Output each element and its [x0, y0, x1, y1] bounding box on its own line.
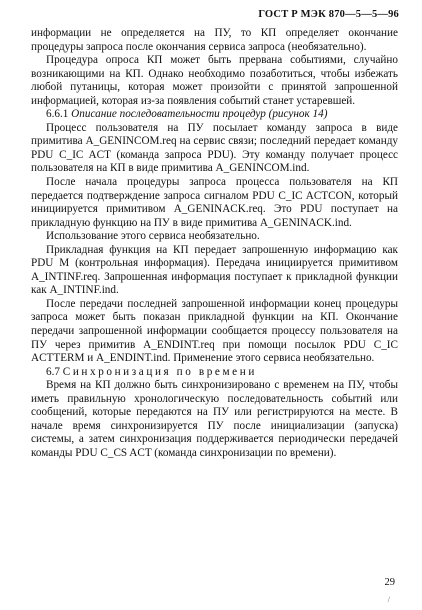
page-number: 29	[384, 577, 395, 588]
body-text	[31, 27, 398, 461]
section-title: Синхронизация по времени	[62, 365, 257, 378]
paragraph-end-transmission: После передачи последней запрошенной информации конец процедуры запроса может быть показан прикладной функции на КП. Окончание передачи запрошенной информации сообщается процессу пользователя на ПУ через примитив A_ENDINT.req при помощи посылок PDU C_IC ACTTERM и A_ENDINT.ind. Применение этого сервиса необязательно.	[31, 297, 398, 365]
standard-header: ГОСТ Р МЭК 870—5—5—96	[258, 9, 399, 20]
paragraph-continuation: информации не определяется на ПУ, то КП определяет окончание процедуры запроса после окончания сервиса запроса (необязательно).	[31, 27, 398, 53]
section-number: 6.7	[46, 365, 60, 378]
paragraph-request-command: Процесс пользователя на ПУ посылает команду запроса в виде примитива A_GENINCOM.req на сервис связи; последний передает команду PDU C_IC ACT (команда запроса PDU). Эту команду получает процесс пользователя на КП в виде примитива A_GENINCOM.ind.	[31, 121, 398, 175]
paragraph-time-sync: Время на КП должно быть синхронизировано с временем на ПУ, чтобы иметь правильную хронологическую последовательность событий или сообщений, которые передаются на ПУ или регистрируются на месте. В начале время синхронизируется ПУ после инициализации (запуска) системы, а затем синхронизация поддерживается периодически передачей команды PDU C_CS ACT (команда синхронизации по времени).	[31, 379, 398, 459]
paragraph-interruption: Процедура опроса КП может быть прервана событиями, случайно возникающими на КП. Однако необходимо позаботиться, чтобы избежать любой путаницы, которая может произойти с принятой запрошенной информацией, которая из-за появления событий станет устаревшей.	[31, 54, 398, 107]
corner-mark: /	[387, 595, 390, 604]
section-title: Описание последовательности процедур (рисунок 14)	[71, 108, 328, 121]
section-number: 6.6.1	[46, 108, 69, 121]
paragraph-application-function: Прикладная функция на КП передает запрошенную информацию как PDU M (контрольная информация). Передача инициируется примитивом A_INTINF.req. Запрошенная информация поступает к прикладной функции как A_INTINF.ind.	[31, 243, 398, 297]
section-heading-6-7	[31, 366, 398, 380]
section-heading-6-6-1	[31, 108, 398, 122]
paragraph-optional: Использование этого сервиса необязательно.	[46, 230, 260, 243]
paragraph-confirmation: После начала процедуры запроса процесса пользователя на КП передается подтверждение запроса сигналом PDU C_IC ACTCON, который инициируется примитивом A_GENINACK.req. Это PDU поступает на прикладную функцию на ПУ в виде примитива A_GENINACK.ind.	[31, 176, 398, 229]
